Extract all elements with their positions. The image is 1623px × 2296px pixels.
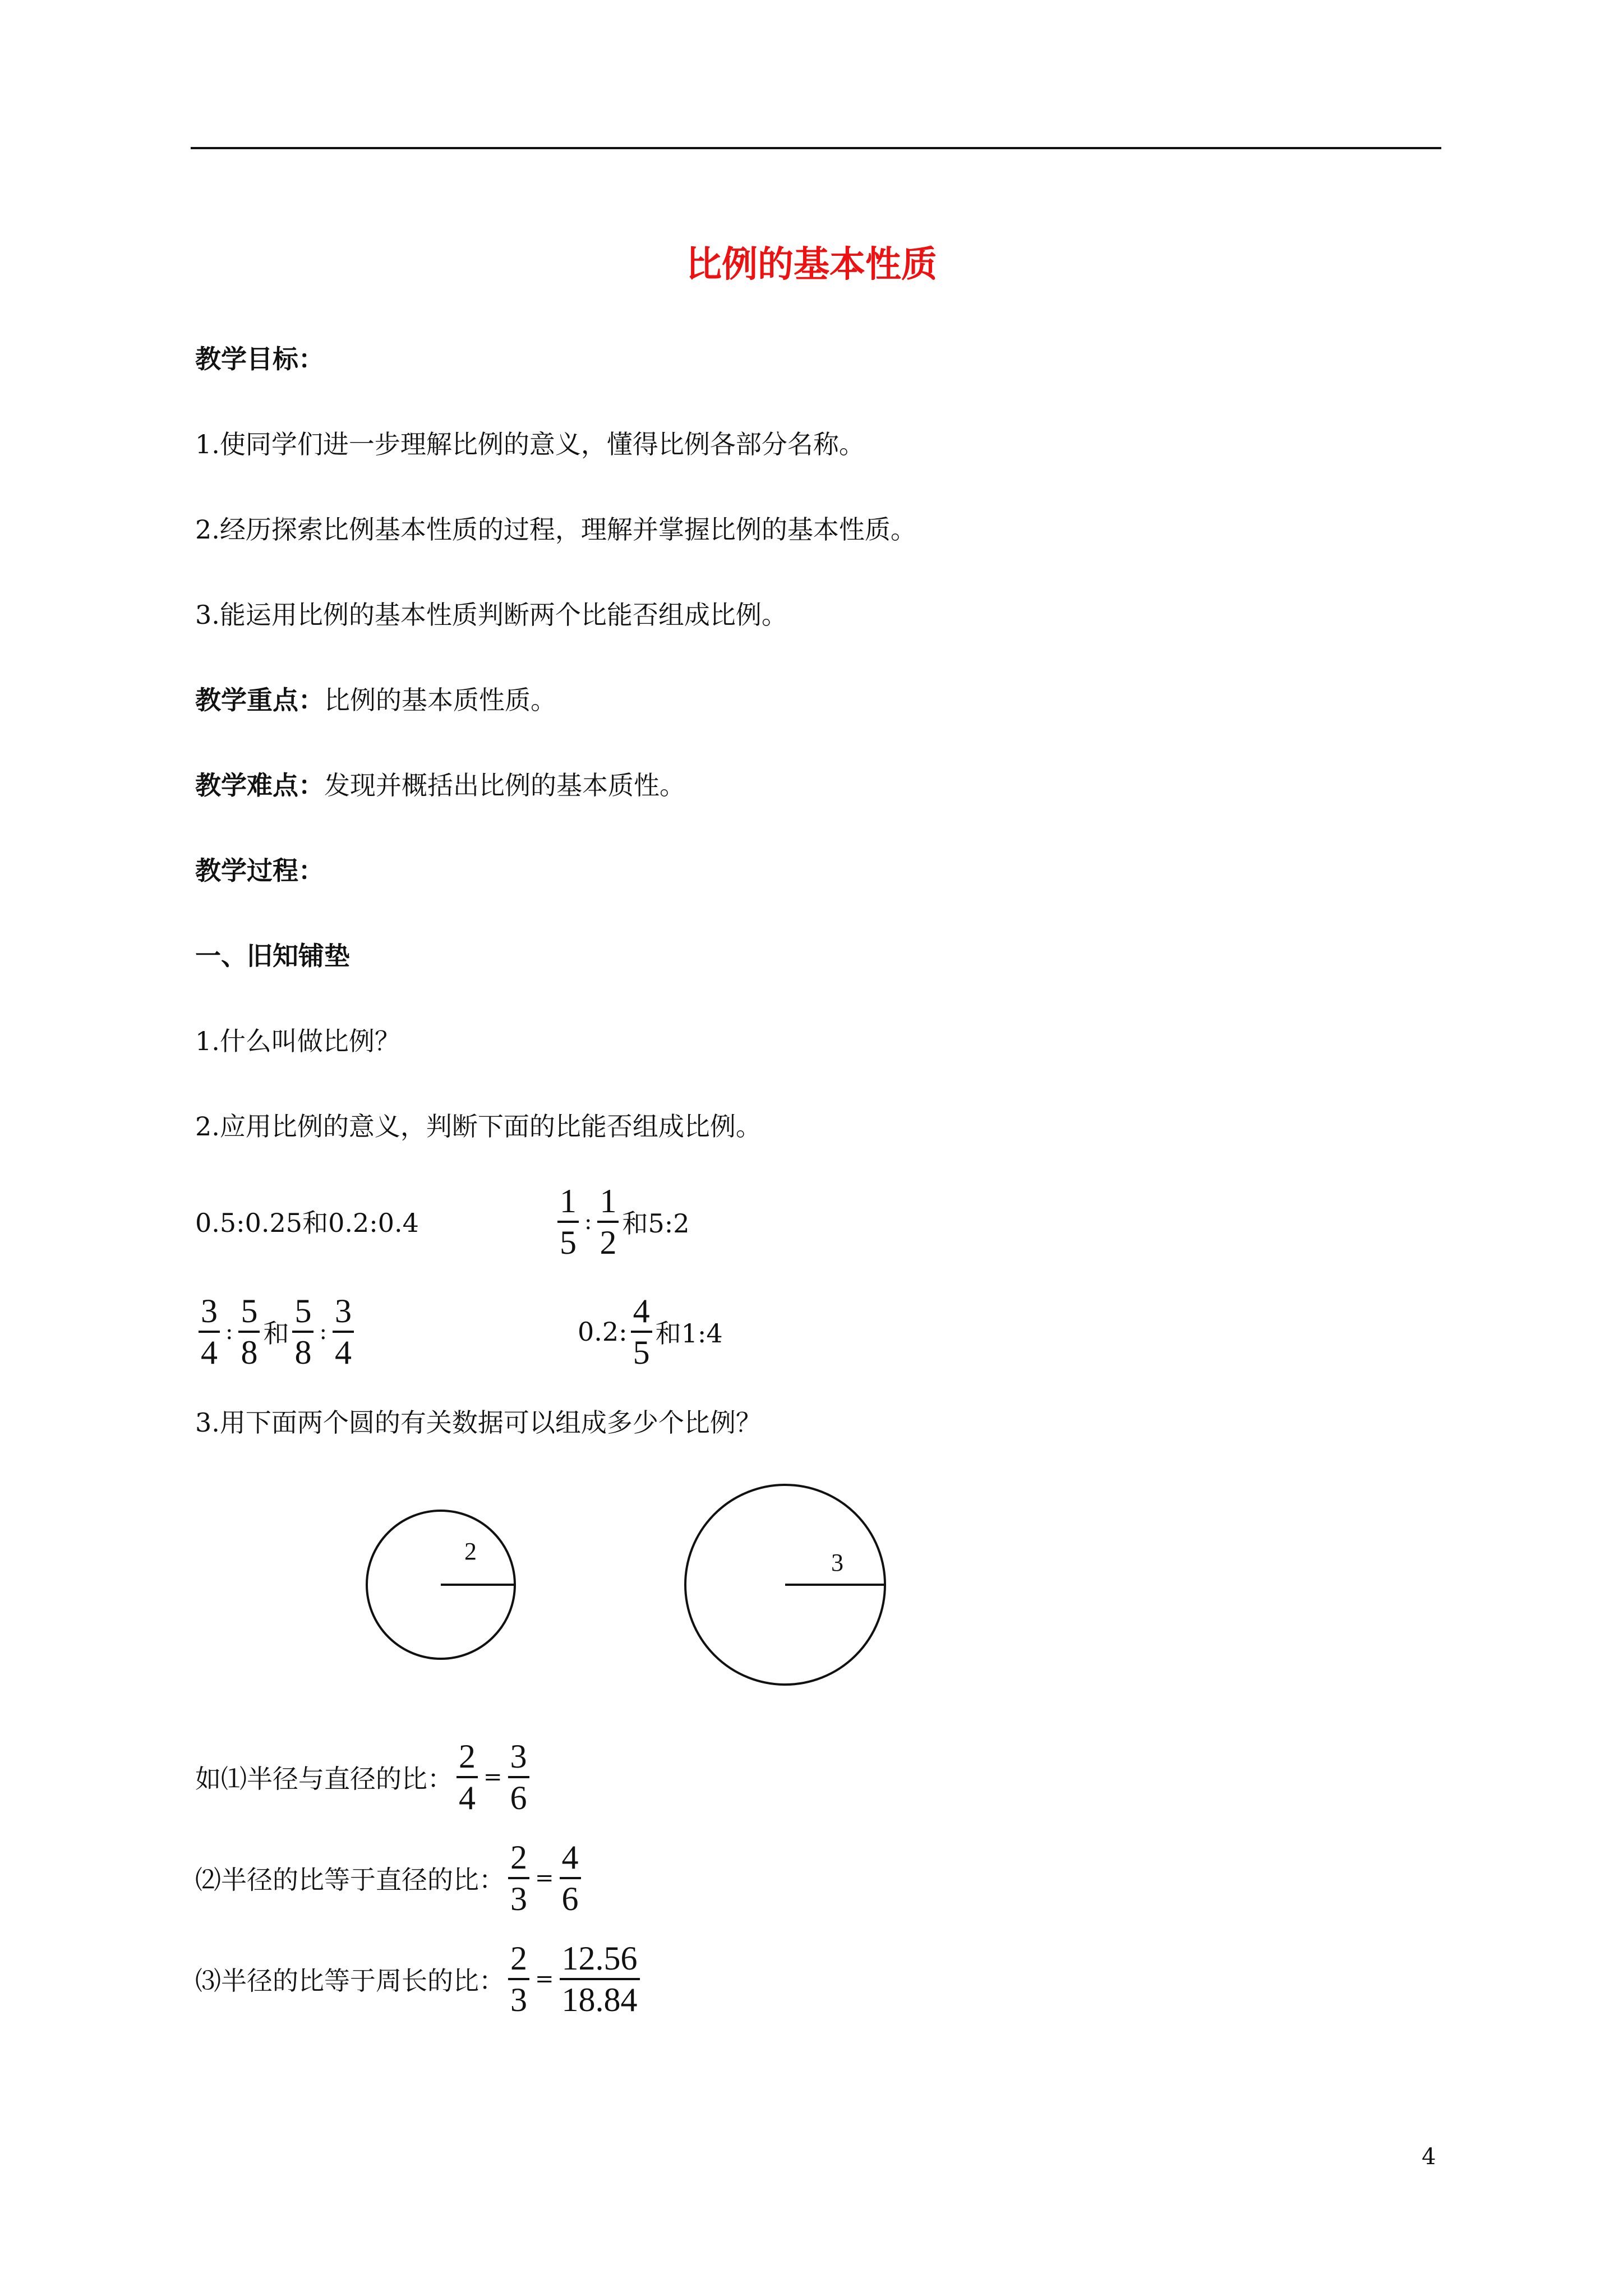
exercise-b-tail: 和5:2 xyxy=(622,1208,690,1239)
fraction: $\frac{4}{5}$ xyxy=(631,1291,652,1372)
fraction: $\frac{2}{4}$ xyxy=(457,1737,478,1818)
example-3: ⑶半径的比等于周长的比： $\frac{2}{3}$ = $\frac{12.56}{18.84}$ xyxy=(195,1939,643,2019)
fraction: $\frac{1}{2}$ xyxy=(597,1181,619,1262)
large-radius-label: 3 xyxy=(831,1549,843,1576)
small-radius-label: 2 xyxy=(464,1538,477,1565)
process-heading: 教学过程： xyxy=(195,855,324,886)
objective-2: 2.经历探索比例基本性质的过程，理解并掌握比例的基本性质。 xyxy=(195,514,916,545)
example-2: ⑵半径的比等于直径的比： $\frac{2}{3}$ = $\frac{4}{6}$ xyxy=(195,1838,584,1918)
question-2: 2.应用比例的意义，判断下面的比能否组成比例。 xyxy=(195,1111,762,1142)
header-rule xyxy=(191,147,1441,149)
exercise-d: 0.2: $\frac{4}{5}$ 和1:4 xyxy=(578,1292,723,1371)
fraction: $\frac{2}{3}$ xyxy=(508,1838,529,1918)
page-number: 4 xyxy=(1422,2144,1436,2170)
question-1: 1.什么叫做比例？ xyxy=(195,1026,400,1056)
page-title: 比例的基本性质 xyxy=(686,244,937,286)
key-point-label: 教学重点： xyxy=(195,685,324,715)
fraction: $\frac{2}{3}$ xyxy=(508,1939,529,2019)
section1-heading: 一、旧知铺垫 xyxy=(195,941,350,971)
fraction: $\frac{3}{4}$ xyxy=(199,1291,220,1372)
exercise-b: $\frac{1}{5}$ : $\frac{1}{2}$ 和5:2 xyxy=(554,1181,690,1262)
difficulty-text: 发现并概括出比例的基本质性。 xyxy=(324,770,685,800)
difficulty-label: 教学难点： xyxy=(195,770,324,800)
example-1: 如⑴半径与直径的比： $\frac{2}{4}$ = $\frac{3}{6}$ xyxy=(195,1737,533,1818)
key-point-text: 比例的基本质性质。 xyxy=(324,685,556,715)
key-point xyxy=(195,683,556,717)
fraction: $\frac{5}{8}$ xyxy=(238,1291,260,1372)
circles-figure xyxy=(0,1458,1623,1694)
question-3: 3.用下面两个圆的有关数据可以组成多少个比例？ xyxy=(195,1407,762,1438)
fraction: $\frac{4}{6}$ xyxy=(560,1838,581,1918)
fraction: $\frac{3}{4}$ xyxy=(333,1291,354,1372)
exercise-c: $\frac{3}{4}$ : $\frac{5}{8}$ 和 $\frac{5}{8}$ : $\frac{3}{4}$ xyxy=(195,1291,357,1372)
difficulty xyxy=(195,769,685,802)
exercise-a: 0.5:0.25和0.2:0.4 xyxy=(195,1208,419,1238)
fraction: $\frac{5}{8}$ xyxy=(292,1291,313,1372)
objective-3: 3.能运用比例的基本性质判断两个比能否组成比例。 xyxy=(195,600,787,630)
fraction: $\frac{3}{6}$ xyxy=(508,1737,529,1818)
fraction: $\frac{1}{5}$ xyxy=(557,1181,579,1262)
objective-1: 1.使同学们进一步理解比例的意义，懂得比例各部分名称。 xyxy=(195,429,865,459)
objectives-heading: 教学目标： xyxy=(195,344,324,374)
fraction: $\frac{12.56}{18.84}$ xyxy=(560,1939,640,2019)
